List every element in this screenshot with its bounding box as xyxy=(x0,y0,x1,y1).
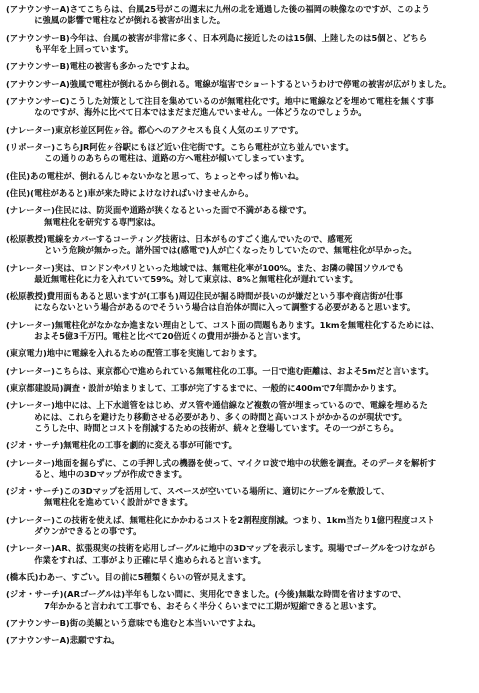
transcript-line: にならないという場合があるのでそういう場合は自治体が間に入って調整する必要があると思います。 xyxy=(34,302,416,313)
transcript-paragraph xyxy=(6,291,473,313)
transcript-paragraph xyxy=(6,486,473,508)
transcript-paragraph xyxy=(6,142,473,164)
transcript-line: (アナウンサーA)さてこちらは、台風25号がこの週末に九州の北を通過した後の福岡の映像なのですが、このよう xyxy=(6,4,430,14)
transcript-line: (ナレーター)こちらは、東京都心で進められている無電柱化の工事。一日で進む距離は、およそ5mだと言います。 xyxy=(6,365,434,376)
transcript-line: (アナウンサーA)強風で電柱が倒れるから倒れる。電線が塩害でショートするというわけで停電の被害が広がりました。 xyxy=(6,78,452,89)
transcript-line: 無電柱化を進めていく設計ができます。 xyxy=(44,497,193,508)
transcript-paragraph xyxy=(6,635,473,646)
transcript-line: こうした中、時間とコストを削減するための技術が、続々と登場しています。その一つがこちら。 xyxy=(34,422,399,433)
transcript-line: なのですが、海外に比べて日本ではまだまだ進んでいません。一体どうなのでしょうか。 xyxy=(34,107,367,118)
transcript-line: に強風の影響で電柱などが倒れる被害が出ました。 xyxy=(34,15,226,26)
transcript-paragraph xyxy=(6,572,473,583)
transcript-paragraph xyxy=(6,234,473,256)
transcript-line: 7年かかると言われて工事でも、おそらく半分くらいまでに工期が短縮できると思います。 xyxy=(44,600,382,611)
transcript-paragraph xyxy=(6,440,473,451)
transcript-line: (ナレーター)無電柱化がなかなか進まない理由として、コスト面の問題もあります。1kmを無電柱化するためには、 xyxy=(6,319,440,330)
transcript-paragraph xyxy=(6,263,473,285)
transcript-paragraph xyxy=(6,515,473,537)
transcript-line: (橋本氏)わあー、すごい。目の前に5種類くらいの管が見えます。 xyxy=(6,572,251,583)
transcript-line: (東京電力)地中に電線を入れるための配管工事を実施しております。 xyxy=(6,348,262,359)
transcript-line: (アナウンサーA)悲願ですね。 xyxy=(6,635,120,646)
transcript-line: 作業をすれば、工事がより正確に早く進められると言います。 xyxy=(34,554,266,565)
transcript-line: (アナウンサーB)街の美観という意味でも進むと本当いいですよね。 xyxy=(6,618,261,629)
transcript-line: (ナレーター)地面を掘らずに、この手押し式の機器を使って、マイクロ波で地中の状態を調査。そのデータを解析す xyxy=(6,457,437,468)
transcript-paragraph xyxy=(6,589,473,611)
transcript-paragraph xyxy=(6,320,473,342)
transcript-line: (ナレーター)住民には、防災面や道路が狭くなるといった面で不満がある様です。 xyxy=(6,205,312,216)
transcript-line: (ナレーター)実は、ロンドンやパリといった地域では、無電柱化率が100%。また、お隣の韓国ソウルでも xyxy=(6,262,404,273)
transcript-paragraph xyxy=(6,458,473,480)
transcript-paragraph xyxy=(6,188,473,199)
transcript-line: (アナウンサーB)電柱の被害も多かったですよね。 xyxy=(6,61,195,72)
transcript-line: (ナレーター)東京杉並区阿佐ヶ谷。都心へのアクセスも良く人気のエリアです。 xyxy=(6,124,304,135)
transcript-line: (東京都建設局)調査・設計が始まりまして、工事が完了するまでに、一般的に400mで7年間かかります。 xyxy=(6,383,402,394)
transcript-paragraph xyxy=(6,171,473,182)
transcript-paragraph xyxy=(6,61,473,72)
transcript-line: (ジオ・サーチ)(ARゴーグルは)半年もしない間に、実用化できました。(今後)無駄な時間を省けますので、 xyxy=(6,589,407,600)
transcript-paragraph xyxy=(6,125,473,136)
transcript-paragraph xyxy=(6,4,473,26)
transcript-paragraph xyxy=(6,400,473,434)
transcript-line: ダウンができるとの事です。 xyxy=(34,526,142,537)
transcript-line: (アナウンサーB)今年は、台風の被害が非常に多く、日本列島に接近したのは15個、上陸したのは5個と、どちら xyxy=(6,32,428,43)
transcript-paragraph xyxy=(6,205,473,227)
transcript-paragraph xyxy=(6,543,473,565)
transcript-line: (ナレーター)この技術を使えば、無電柱化にかかわるコストを2割程度削減。つまり、1km当たり1億円程度コスト xyxy=(6,514,435,525)
transcript-paragraph xyxy=(6,79,473,90)
transcript-line: (松原教授)電線をカバーするコーティング技術は、日本がものすごく進んでいたので、感電死 xyxy=(6,233,353,244)
transcript-line: この通りのあちらの電柱は、道路の方へ電柱が傾いてしまっています。 xyxy=(44,153,310,164)
transcript-line: (ジオ・サーチ)この3Dマップを活用して、スペースが空いている場所に、適切にケーブルを敷設して、 xyxy=(6,486,390,497)
transcript-line: (アナウンサーC)こうした対策として注目を集めているのが無電柱化です。地中に電線などを埋めて電柱を無くす事 xyxy=(6,95,434,106)
transcript-line: (リポーター)こちらJR阿佐ヶ谷駅にもほど近い住宅街です。こちら電柱が立ち並んでいます。 xyxy=(6,141,354,152)
transcript-line: 無電柱化を研究する専門家は。 xyxy=(44,216,161,227)
transcript-line: およそ5億3千万円。電柱と比べて20倍近くの費用が掛かると言います。 xyxy=(34,330,306,341)
transcript-paragraph xyxy=(6,366,473,377)
transcript-paragraph xyxy=(6,618,473,629)
transcript-line: という危険が無かった。諸外国では(感電で)人が亡くなったりしていたので、無電柱化が早かった。 xyxy=(44,245,417,256)
transcript-line: めには、これらを避けたり移動させる必要があり、多くの時間と高いコストがかかるのが現状です。 xyxy=(34,411,407,422)
transcript-line: (ナレーター)地中には、上下水道管をはじめ、ガス管や通信線など複数の管が埋まっているので、電線を埋めるた xyxy=(6,400,428,411)
transcript-paragraph xyxy=(6,96,473,118)
transcript-paragraph xyxy=(6,348,473,359)
transcript-line: 最近無電柱化に力を入れていて59%。対して東京は、8%と無電柱化が遅れています。 xyxy=(34,273,358,284)
transcript-line: (住民)あの電柱が、倒れるんじゃないかなと思って、ちょっとやっぱり怖いね。 xyxy=(6,170,304,181)
transcript-line: ると、地中の3Dマップが作成できます。 xyxy=(34,468,187,479)
transcript-line: も平年を上回っています。 xyxy=(34,43,134,54)
transcript-paragraph xyxy=(6,383,473,394)
transcript-paragraph xyxy=(6,33,473,55)
transcript-line: (ジオ・サーチ)無電柱化の工事を劇的に変える事が可能です。 xyxy=(6,440,237,451)
transcript-line: (松原教授)費用面もあると思いますが(工事も)周辺住民が掘る時間が長いのが嫌だという事や商店街が仕事 xyxy=(6,291,403,302)
transcript-line: (住民)(電柱があると)車が来た時によけなければいけませんから。 xyxy=(6,187,254,198)
transcript-line: (ナレーター)AR、拡張現実の技術を応用しゴーグルに地中の3Dマップを表示します。現場でゴーグルをつけながら xyxy=(6,543,436,554)
